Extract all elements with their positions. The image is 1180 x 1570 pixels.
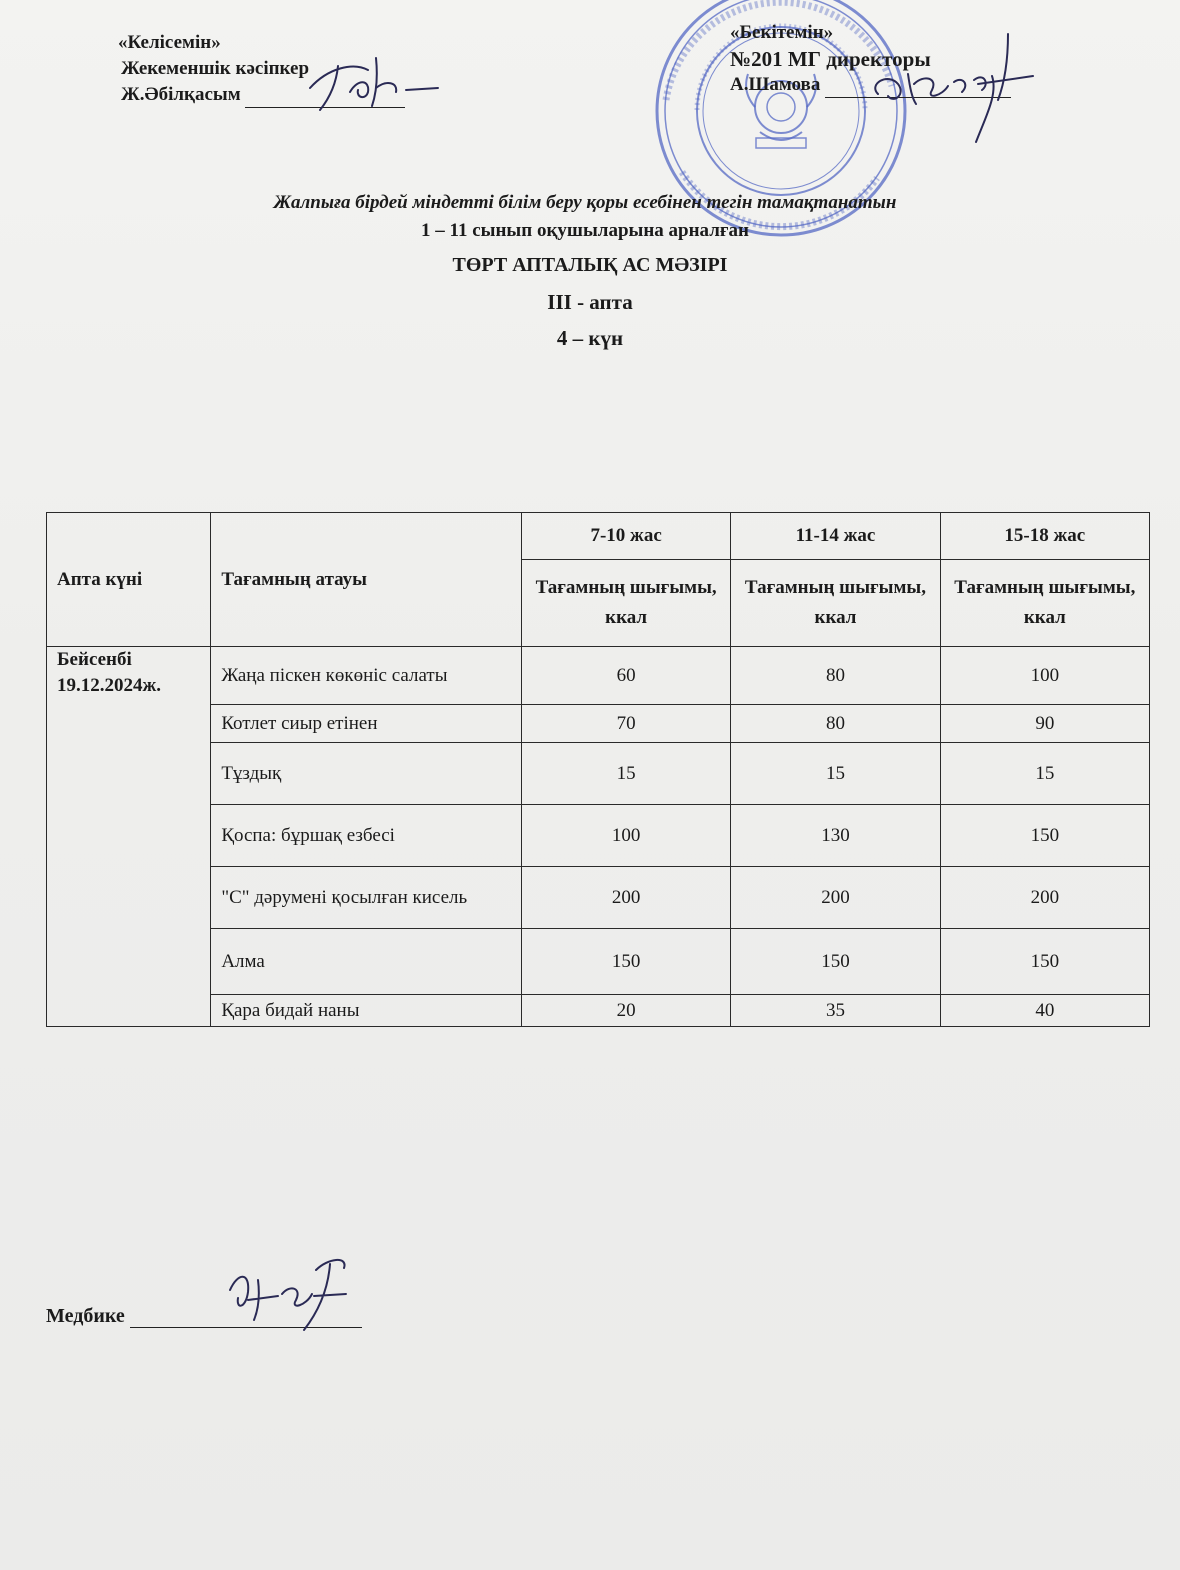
header-yield: Тағамның шығымы, ккал [521, 560, 730, 647]
kcal-cell: 80 [731, 647, 940, 705]
header-age-group: 11-14 жас [731, 513, 940, 560]
approval-right-name: А.Шамова [730, 74, 821, 95]
table-row [47, 743, 1150, 805]
kcal-cell: 20 [521, 995, 730, 1027]
approval-right-title: «Бекітемін» [730, 22, 834, 43]
table-row [47, 805, 1150, 867]
kcal-cell: 90 [940, 705, 1149, 743]
table-row [47, 995, 1150, 1027]
signature-left [298, 48, 448, 118]
table-row [47, 705, 1150, 743]
signature-right [858, 24, 1048, 154]
kcal-cell: 150 [940, 805, 1149, 867]
signature-nurse [218, 1250, 368, 1340]
header-dish-name: Тағамның атауы [211, 513, 522, 647]
kcal-cell: 15 [731, 743, 940, 805]
kcal-cell: 35 [731, 995, 940, 1027]
kcal-cell: 100 [940, 647, 1149, 705]
kcal-cell: 150 [521, 929, 730, 995]
dish-cell: "С" дәрумені қосылған кисель [211, 867, 522, 929]
header-day: 4 – күн [556, 326, 624, 350]
dish-cell: Котлет сиыр етінен [211, 705, 522, 743]
table-row [47, 929, 1150, 995]
header-line-1: Жалпыға бірдей міндетті білім беру қоры есебінен тегін тамақтанатын [273, 192, 897, 213]
kcal-cell: 100 [521, 805, 730, 867]
kcal-cell: 200 [521, 867, 730, 929]
approval-left-name: Ж.Әбілқасым [121, 84, 241, 105]
kcal-cell: 80 [731, 705, 940, 743]
kcal-cell: 200 [731, 867, 940, 929]
dish-cell: Алма [211, 929, 522, 995]
kcal-cell: 200 [940, 867, 1149, 929]
kcal-cell: 70 [521, 705, 730, 743]
kcal-cell: 150 [940, 929, 1149, 995]
header-line-2: 1 – 11 сынып оқушыларына арналған [421, 220, 749, 241]
kcal-cell: 130 [731, 805, 940, 867]
kcal-cell: 15 [940, 743, 1149, 805]
dish-cell: Қоспа: бұршақ езбесі [211, 805, 522, 867]
dish-cell: Тұздық [211, 743, 522, 805]
dish-cell: Қара бидай наны [211, 995, 522, 1027]
kcal-cell: 60 [521, 647, 730, 705]
header-yield: Тағамның шығымы, ккал [940, 560, 1149, 647]
kcal-cell: 40 [940, 995, 1149, 1027]
approval-left-title: «Келісемін» [118, 32, 221, 53]
header-yield: Тағамның шығымы, ккал [731, 560, 940, 647]
header-menu-title: ТӨРТ АПТАЛЫҚ АС МӘЗІРІ [452, 254, 728, 276]
header-age-group: 7-10 жас [521, 513, 730, 560]
menu-table [46, 512, 1150, 1027]
approval-right-position: №201 МГ директоры [730, 47, 931, 71]
dish-cell: Жаңа піскен көкөніс салаты [211, 647, 522, 705]
document-header [0, 190, 1180, 356]
table-header-row [47, 513, 1150, 560]
header-day-of-week: Апта күні [47, 513, 211, 647]
table-row [47, 647, 1150, 705]
table-row [47, 867, 1150, 929]
header-week: III - апта [547, 290, 633, 314]
approval-left-position: Жекеменшік кәсіпкер [121, 58, 310, 79]
header-age-group: 15-18 жас [940, 513, 1149, 560]
nurse-label: Медбике [46, 1305, 125, 1327]
kcal-cell: 15 [521, 743, 730, 805]
kcal-cell: 150 [731, 929, 940, 995]
day-cell: Бейсенбі 19.12.2024ж. [47, 647, 211, 1027]
